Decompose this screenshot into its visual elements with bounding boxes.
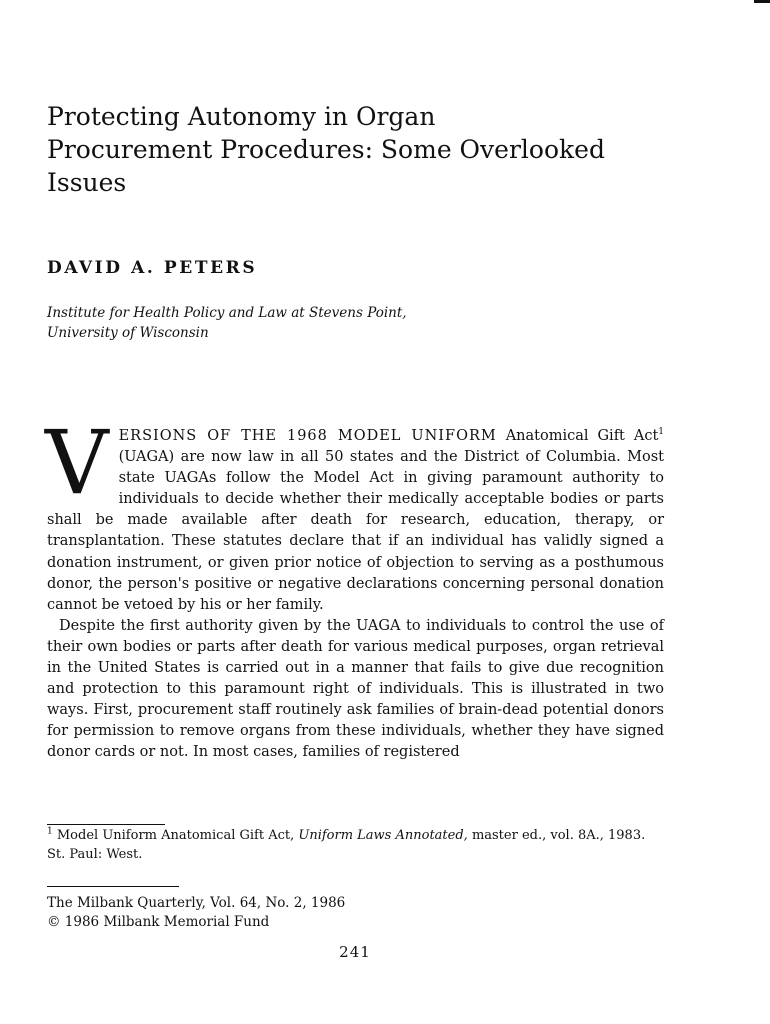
footnote: [47, 826, 664, 864]
author-name: DAVID A. PETERS: [47, 258, 258, 278]
opening-small-caps: ERSIONS OF THE 1968 MODEL UNIFORM: [118, 428, 497, 444]
page-number: 241: [339, 943, 371, 961]
scan-corner-mark: [754, 0, 770, 3]
affiliation-line-2: University of Wisconsin: [47, 325, 209, 341]
article-title: Protecting Autonomy in Organ Procurement Procedures: Some Overlooked Issues: [47, 102, 605, 197]
paragraph-1-text-b: (UAGA) are now law in all 50 states and the District of Columbia. Most state UAGAs follow the Model Act in giving paramount authority to individuals to decide whether their medically acceptable bodies or parts shall be made available after death for research, education, therapy, or transplantation. These statutes declare that if an individual has validly signed a donation instrument, or given prior notice of objection to serving as a posthumous donor, the person's positive or negative declarations concerning personal donation cannot be vetoed by his or her family.: [47, 449, 664, 613]
imprint-line-1: The Milbank Quarterly, Vol. 64, No. 2, 1986: [47, 895, 346, 911]
footnote-text-b: master ed., vol. 8A., 1983. St. Paul: West.: [47, 828, 646, 862]
footnote-marker: 1: [47, 826, 53, 837]
journal-imprint: [47, 894, 345, 932]
author-affiliation: [47, 303, 407, 343]
footnote-text-italic: Uniform Laws Annotated,: [298, 828, 468, 843]
footnote-divider: [47, 824, 165, 825]
imprint-divider: [47, 886, 179, 887]
footnote-text-a: Model Uniform Anatomical Gift Act,: [56, 828, 295, 843]
footnote-reference: 1: [658, 427, 665, 438]
imprint-line-2: © 1986 Milbank Memorial Fund: [47, 914, 270, 930]
paragraph-1-text-a: Anatomical Gift Act: [505, 428, 659, 444]
article-body: [45, 411, 665, 764]
paragraph-1: [45, 411, 665, 616]
paragraph-2: Despite the first authority given by the UAGA to individuals to control the use of their own bodies or parts after death for various medical purposes, organ retrieval in the United States is carried out in a manner that fails to give due recognition and protection to this paramount right of individuals. This is illustrated in two ways. First, procurement staff routinely ask families of brain-dead potential donors for permission to remove organs from these individuals, whether they have signed donor cards or not. In most cases, families of registered: [47, 617, 664, 761]
affiliation-line-1: Institute for Health Policy and Law at Stevens Point,: [47, 305, 407, 321]
drop-cap: V: [45, 411, 109, 514]
